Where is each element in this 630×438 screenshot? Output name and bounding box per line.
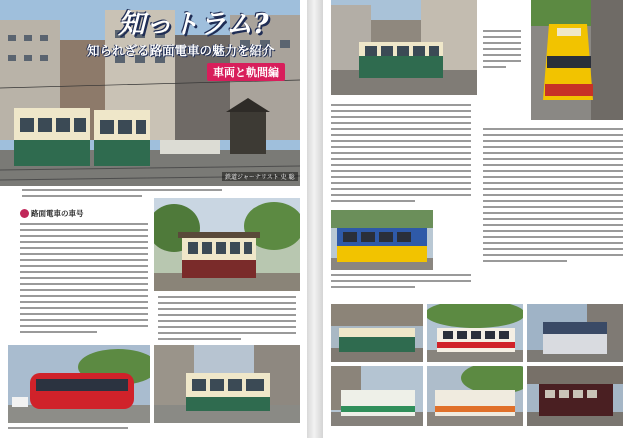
- photo-grid-6-maroon-tram: [527, 366, 623, 426]
- photo-grid-4-green-white-tram: [331, 366, 423, 426]
- photo-grid-2-red-white-tram: [427, 304, 523, 362]
- photo-grid-5-orange-tram: [427, 366, 523, 426]
- photo-green-tram-street: [154, 345, 300, 423]
- body-text-col-2: [158, 296, 296, 344]
- photo-grid-1-green-tram: [331, 304, 423, 362]
- right-page: [323, 0, 630, 438]
- left-page: [0, 0, 307, 438]
- section-heading: 路面電車の車号: [31, 209, 84, 218]
- photo-red-lrt: [8, 345, 150, 423]
- body-text-col-3: [331, 104, 471, 206]
- page-gutter: [307, 0, 323, 438]
- photo-retro-tram-park: [154, 198, 300, 291]
- body-text-col-1: [20, 223, 148, 337]
- article-title: 知っトラム?: [118, 9, 269, 40]
- photo-yellow-tram: [531, 0, 623, 120]
- photo-blue-yellow-tram: [331, 210, 433, 270]
- photo-caption-mid: [331, 274, 471, 292]
- section-bullet-icon: [20, 209, 29, 218]
- photo-caption-top: [483, 30, 521, 72]
- photo-green-tram-city: [331, 0, 477, 95]
- photo-grid-3-gray-tram: [527, 304, 623, 362]
- article-subtitle: 知られざる路面電車の魅力を紹介: [87, 43, 275, 58]
- body-text-col-4: [483, 128, 623, 266]
- byline: 鉄道ジャーナリスト 史 聡: [222, 172, 298, 181]
- section-tag: 車両と軌間編: [207, 63, 285, 81]
- photo-caption-left: [8, 427, 128, 433]
